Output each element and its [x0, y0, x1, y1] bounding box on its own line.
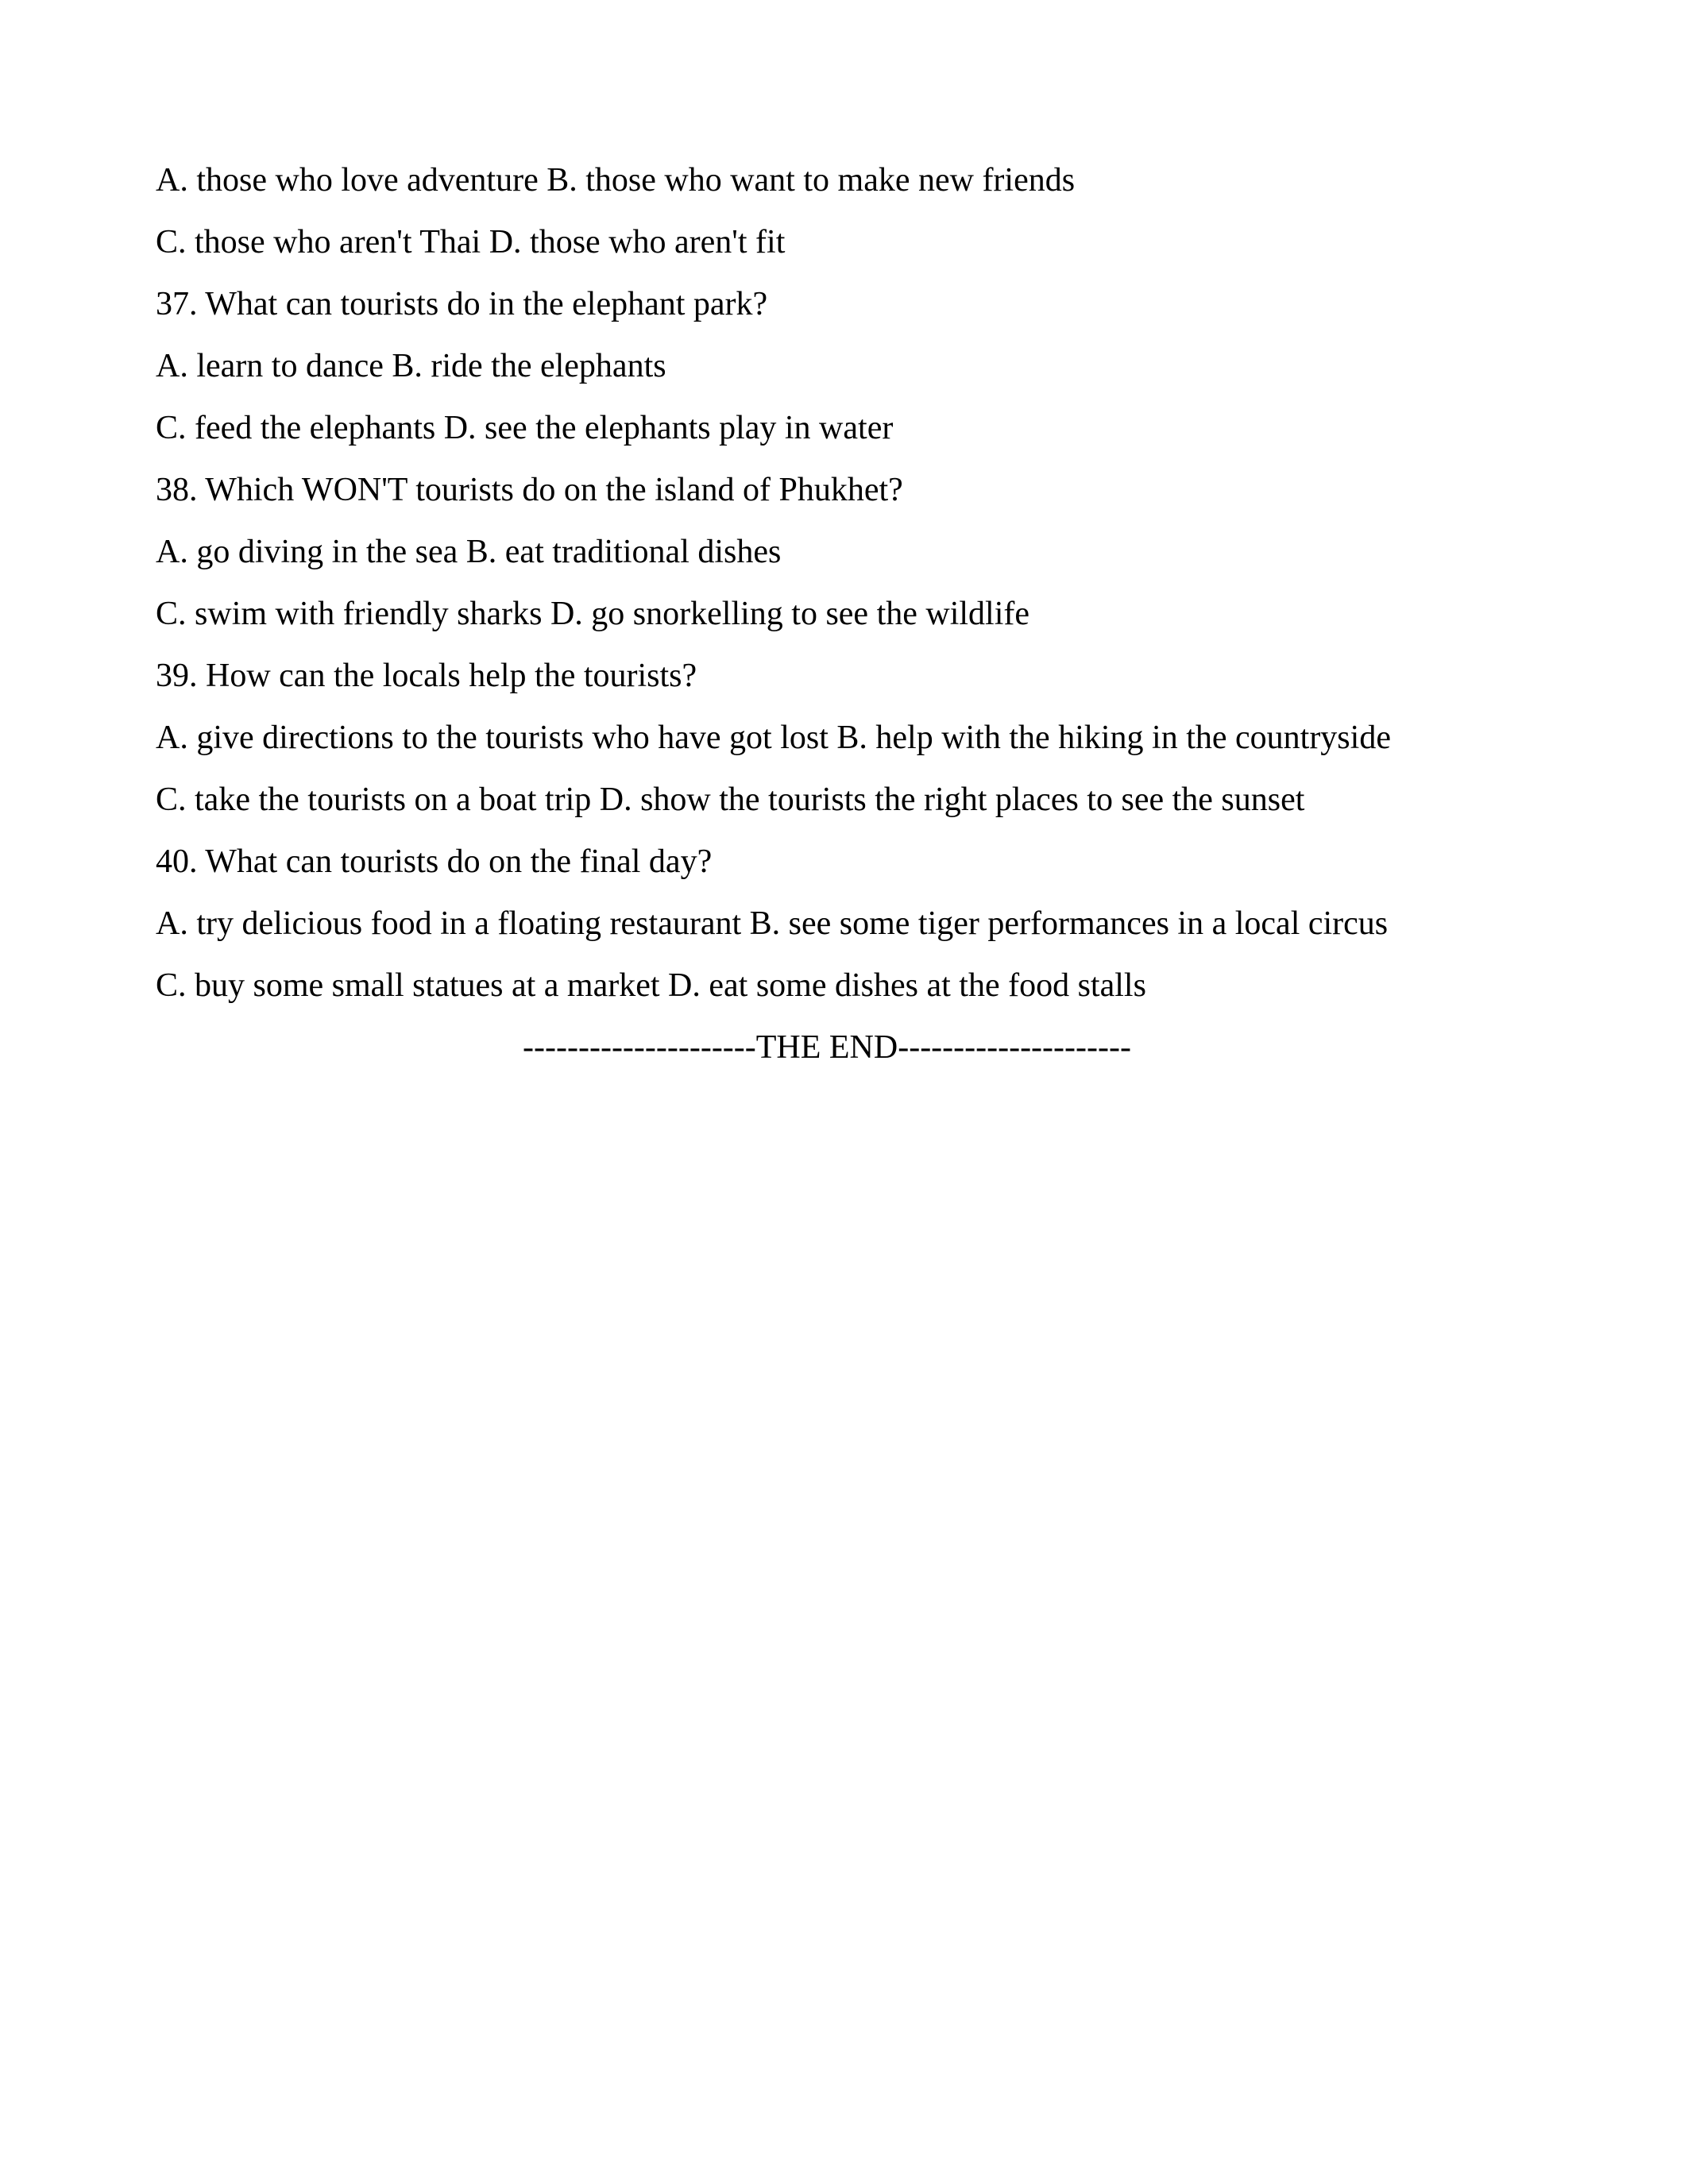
document-content	[156, 149, 1554, 1078]
question-38: 38. Which WON'T tourists do on the island of Phukhet?	[156, 472, 903, 508]
question-40: 40. What can tourists do on the final day?	[156, 843, 713, 880]
answer-options-38-cd: C. swim with friendly sharks D. go snorkelling to see the wildlife	[156, 596, 1030, 632]
answer-options-39-ab: A. give directions to the tourists who have got lost B. help with the hiking in the countryside	[156, 720, 1391, 756]
answer-options-38-ab: A. go diving in the sea B. eat traditional dishes	[156, 534, 782, 570]
question-37: 37. What can tourists do in the elephant park?	[156, 286, 768, 322]
answer-options-37-cd: C. feed the elephants D. see the elephants play in water	[156, 410, 894, 446]
answer-options-40-ab: A. try delicious food in a floating restaurant B. see some tiger performances in a local circus	[156, 905, 1389, 942]
the-end-marker: ---------------------THE END---------------------	[523, 1029, 1131, 1066]
answer-options-37-ab: A. learn to dance B. ride the elephants	[156, 348, 666, 384]
answer-options-36-ab: A. those who love adventure B. those who want to make new friends	[156, 162, 1076, 199]
answer-options-36-cd: C. those who aren't Thai D. those who aren't fit	[156, 224, 786, 260]
answer-options-40-cd: C. buy some small statues at a market D. eat some dishes at the food stalls	[156, 967, 1146, 1004]
answer-options-39-cd: C. take the tourists on a boat trip D. show the tourists the right places to see the sunset	[156, 781, 1305, 818]
question-39: 39. How can the locals help the tourists?	[156, 658, 697, 694]
